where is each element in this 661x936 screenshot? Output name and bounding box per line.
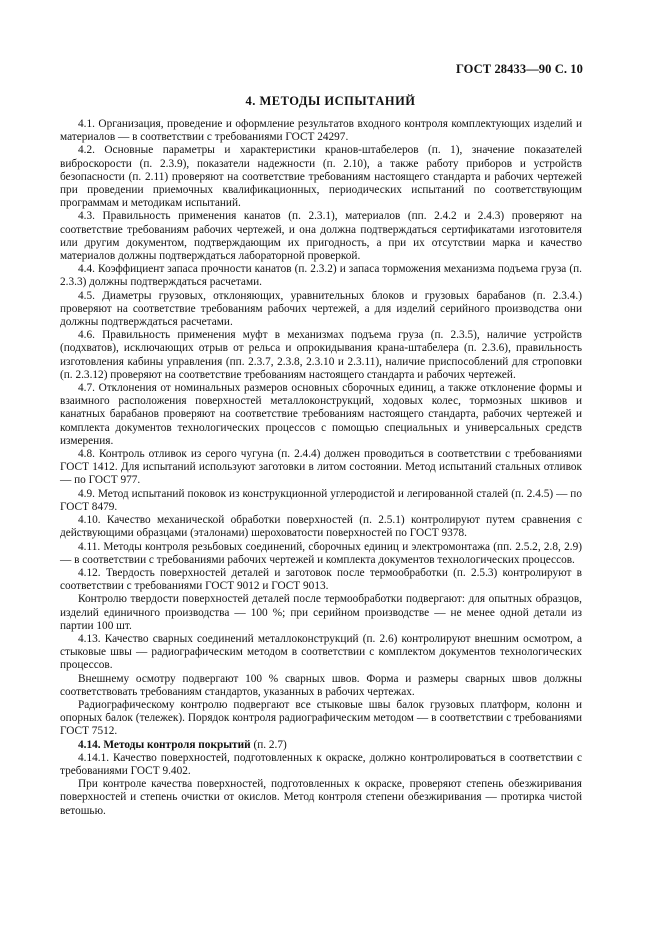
paragraph-4-14-1-cont: При контроле качества поверхностей, подготовленных к окраске, проверяют степень обезжиривания поверхностей и степень очистки от окислов. Метод контроля степени обезжиривания — протирка чистой ветошью. bbox=[60, 778, 582, 817]
paragraph-4-12: 4.12. Твердость поверхностей деталей и заготовок после термообработки (п. 2.5.3) контролируют в соответствии с требованиями ГОСТ 9012 и ГОСТ 9013. bbox=[60, 566, 582, 593]
paragraph-4-13: 4.13. Качество сварных соединений металлоконструкций (п. 2.6) контролируют внешним осмотром, а стыковые швы — радиографическим методом в соответствии с комплектом документов технологических процессов. bbox=[60, 632, 582, 672]
page-header: ГОСТ 28433—90 С. 10 bbox=[455, 62, 583, 76]
document-body bbox=[60, 118, 582, 818]
subsection-4-14 bbox=[60, 739, 582, 752]
paragraph-4-13-radiographic: Радиографическому контролю подвергают все стыковые швы балок грузовых платформ, колонн и опорных балок (тележек). Порядок контроля радиографическим методом — в соответствии с требованиями ГОСТ 7512. bbox=[60, 698, 582, 738]
paragraph-4-1: 4.1. Организация, проведение и оформление результатов входного контроля комплектующих изделий и материалов — в соответствии с требованиями ГОСТ 24297. bbox=[60, 118, 582, 144]
paragraph-4-11: 4.11. Методы контроля резьбовых соединений, сборочных единиц и электромонтажа (пп. 2.5.2, 2.8, 2.9) — в соответствии с требованиями рабочих чертежей и комплекта документов технологических процессов. bbox=[60, 540, 582, 566]
paragraph-4-3: 4.3. Правильность применения канатов (п. 2.3.1), материалов (пп. 2.4.2 и 2.4.3) проверяют на соответствие требованиям рабочих чертежей, и она должна подтверждаться сертификатами изготовителя или другим документом, подтверждающим их пригодность, а при их отсутствии марка и качество материалов должны подтверждаться лабораторной проверкой. bbox=[60, 210, 582, 263]
paragraph-4-13-visual: Внешнему осмотру подвергают 100 % сварных швов. Форма и размеры сварных швов должны соответствовать требованиям стандартов, указанных в рабочих чертежах. bbox=[60, 672, 582, 698]
paragraph-4-14-1: 4.14.1. Качество поверхностей, подготовленных к окраске, должно контролироваться в соответствии с требованиями ГОСТ 9.402. bbox=[60, 751, 582, 777]
section-title: 4. МЕТОДЫ ИСПЫТАНИЙ bbox=[245, 94, 416, 108]
paragraph-4-10: 4.10. Качество механической обработки поверхностей (п. 2.5.1) контролируют путем сравнения с действующими образцами (эталонами) шероховатости поверхностей по ГОСТ 9378. bbox=[60, 514, 582, 540]
paragraph-4-8: 4.8. Контроль отливок из серого чугуна (п. 2.4.4) должен проводиться в соответствии с требованиями ГОСТ 1412. Для испытаний используют заготовки в литом состоянии. Метод испытаний стальных отливок — по ГОСТ 977. bbox=[60, 448, 582, 487]
paragraph-4-2: 4.2. Основные параметры и характеристики кранов-штабелеров (п. 1), значение показателей виброскорости (п. 2.3.9), показатели надежности (п. 2.10), а также работу приборов и устройств безопасности (п. 2.11) проверяют на соответствие требованиям настоящего стандарта и рабочих чертежей при проведении приемочных квалификационных, периодических испытаний по соответствующим программам и методикам испытаний. bbox=[60, 144, 582, 210]
paragraph-4-6: 4.6. Правильность применения муфт в механизмах подъема груза (п. 2.3.5), наличие устройств (подхватов), исключающих отрыв от рельса и опрокидывания крана-штабелера (п. 2.3.6), правильность изготовления кабины управления (пп. 2.3.7, 2.3.8, 2.3.10 и 2.3.11), наличие приспособлений для строповки (п. 2.3.12) проверяют на соответствие требованиям настоящего стандарта и рабочих чертежей. bbox=[60, 329, 582, 381]
subsection-4-14-label: 4.14. Методы контроля покрытий bbox=[78, 738, 251, 751]
paragraph-4-7: 4.7. Отклонения от номинальных размеров основных сборочных единиц, а также отклонение формы и взаимного расположения поверхностей металлоконструкций, ходовых колес, тормозных шкивов и канатных барабанов проверяют на соответствие требованиям настоящего стандарта, рабочих чертежей и комплекта документов технологических процессов с помощью специальных и универсальных средств измерения. bbox=[60, 382, 582, 447]
paragraph-4-9: 4.9. Метод испытаний поковок из конструкционной углеродистой и легированной сталей (п. 2.4.5) — по ГОСТ 8479. bbox=[60, 487, 582, 513]
paragraph-4-4: 4.4. Коэффициент запаса прочности канатов (п. 2.3.2) и запаса торможения механизма подъема груза (п. 2.3.3) должны подтверждаться расчетами. bbox=[60, 263, 582, 289]
paragraph-4-12-hardness: Контролю твердости поверхностей деталей после термообработки подвергают: для опытных образцов, изделий единичного производства — 100 %; при серийном производстве — не менее одной детали из партии 100 шт. bbox=[60, 593, 582, 632]
subsection-4-14-ref: (п. 2.7) bbox=[250, 738, 287, 751]
paragraph-4-5: 4.5. Диаметры грузовых, отклоняющих, уравнительных блоков и грузовых барабанов (п. 2.3.4.) проверяют на соответствие требованиям рабочих чертежей, а для изделий серийного производства они должны подтверждаться расчетами. bbox=[60, 289, 582, 329]
